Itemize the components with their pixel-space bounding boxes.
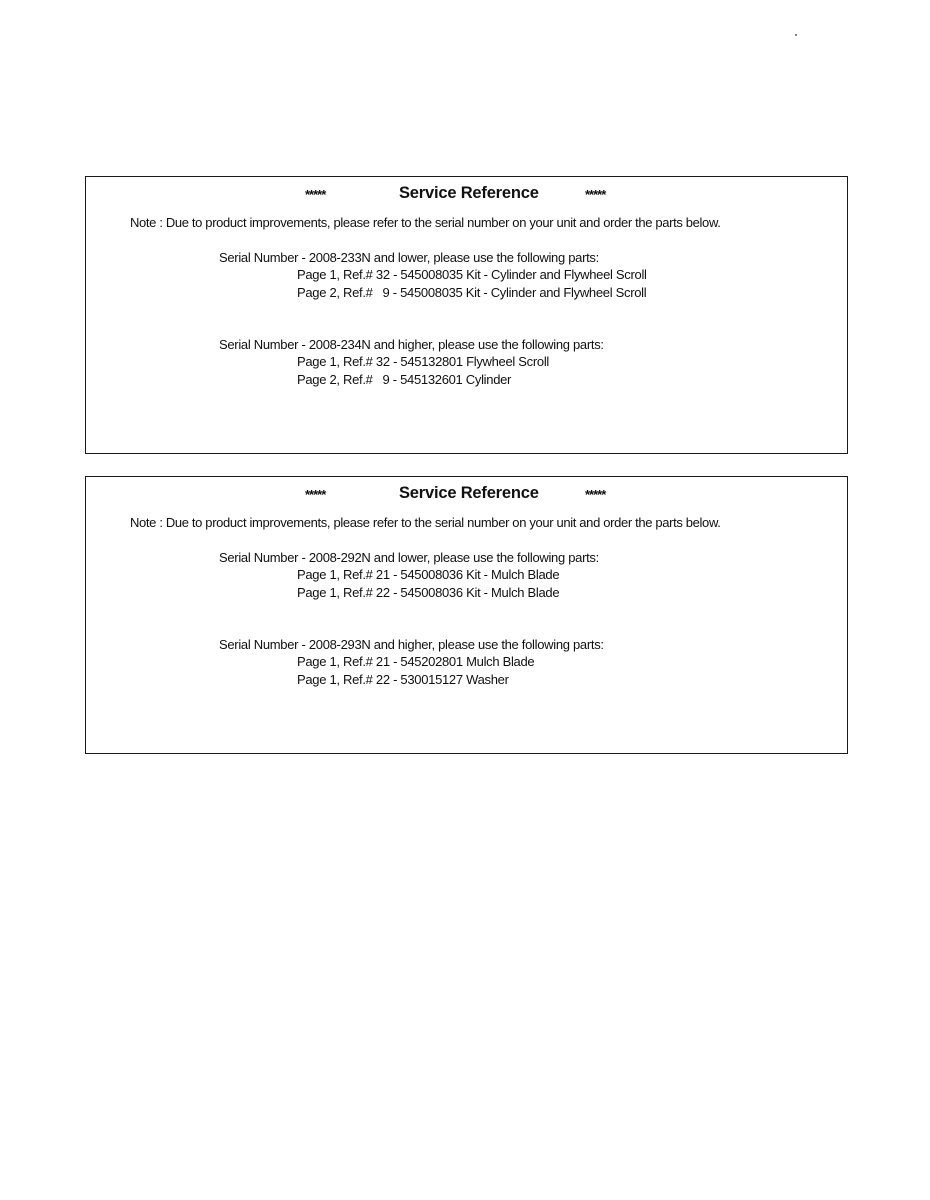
part-line: Page 1, Ref.# 32 - 545132801 Flywheel Scroll: [297, 354, 550, 369]
section-header: [86, 484, 847, 504]
section-title: Service Reference: [399, 484, 539, 502]
serial-line-lower: Serial Number - 2008-233N and lower, please use the following parts:: [219, 250, 599, 265]
stars-left: *****: [305, 187, 326, 202]
part-line: Page 1, Ref.# 32 - 545008035 Kit - Cylinder and Flywheel Scroll: [297, 267, 647, 282]
stars-right: *****: [585, 487, 606, 502]
scan-speck: [795, 34, 797, 36]
section-header: [86, 184, 847, 204]
part-line: Page 2, Ref.# 9 - 545008035 Kit - Cylinder and Flywheel Scroll: [297, 285, 647, 300]
note-text: Note : Due to product improvements, please refer to the serial number on your unit and order the parts below.: [130, 515, 721, 530]
part-line: Page 1, Ref.# 21 - 545202801 Mulch Blade: [297, 654, 535, 669]
note-text: Note : Due to product improvements, please refer to the serial number on your unit and order the parts below.: [130, 215, 721, 230]
service-reference-box-2: [85, 476, 848, 754]
part-line: Page 1, Ref.# 21 - 545008036 Kit - Mulch Blade: [297, 567, 560, 582]
section-title: Service Reference: [399, 184, 539, 202]
serial-line-higher: Serial Number - 2008-293N and higher, please use the following parts:: [219, 637, 604, 652]
stars-left: *****: [305, 487, 326, 502]
serial-line-higher: Serial Number - 2008-234N and higher, please use the following parts:: [219, 337, 604, 352]
serial-line-lower: Serial Number - 2008-292N and lower, please use the following parts:: [219, 550, 599, 565]
part-line: Page 1, Ref.# 22 - 545008036 Kit - Mulch Blade: [297, 585, 560, 600]
stars-right: *****: [585, 187, 606, 202]
service-reference-box-1: [85, 176, 848, 454]
part-line: Page 2, Ref.# 9 - 545132601 Cylinder: [297, 372, 512, 387]
part-line: Page 1, Ref.# 22 - 530015127 Washer: [297, 672, 509, 687]
